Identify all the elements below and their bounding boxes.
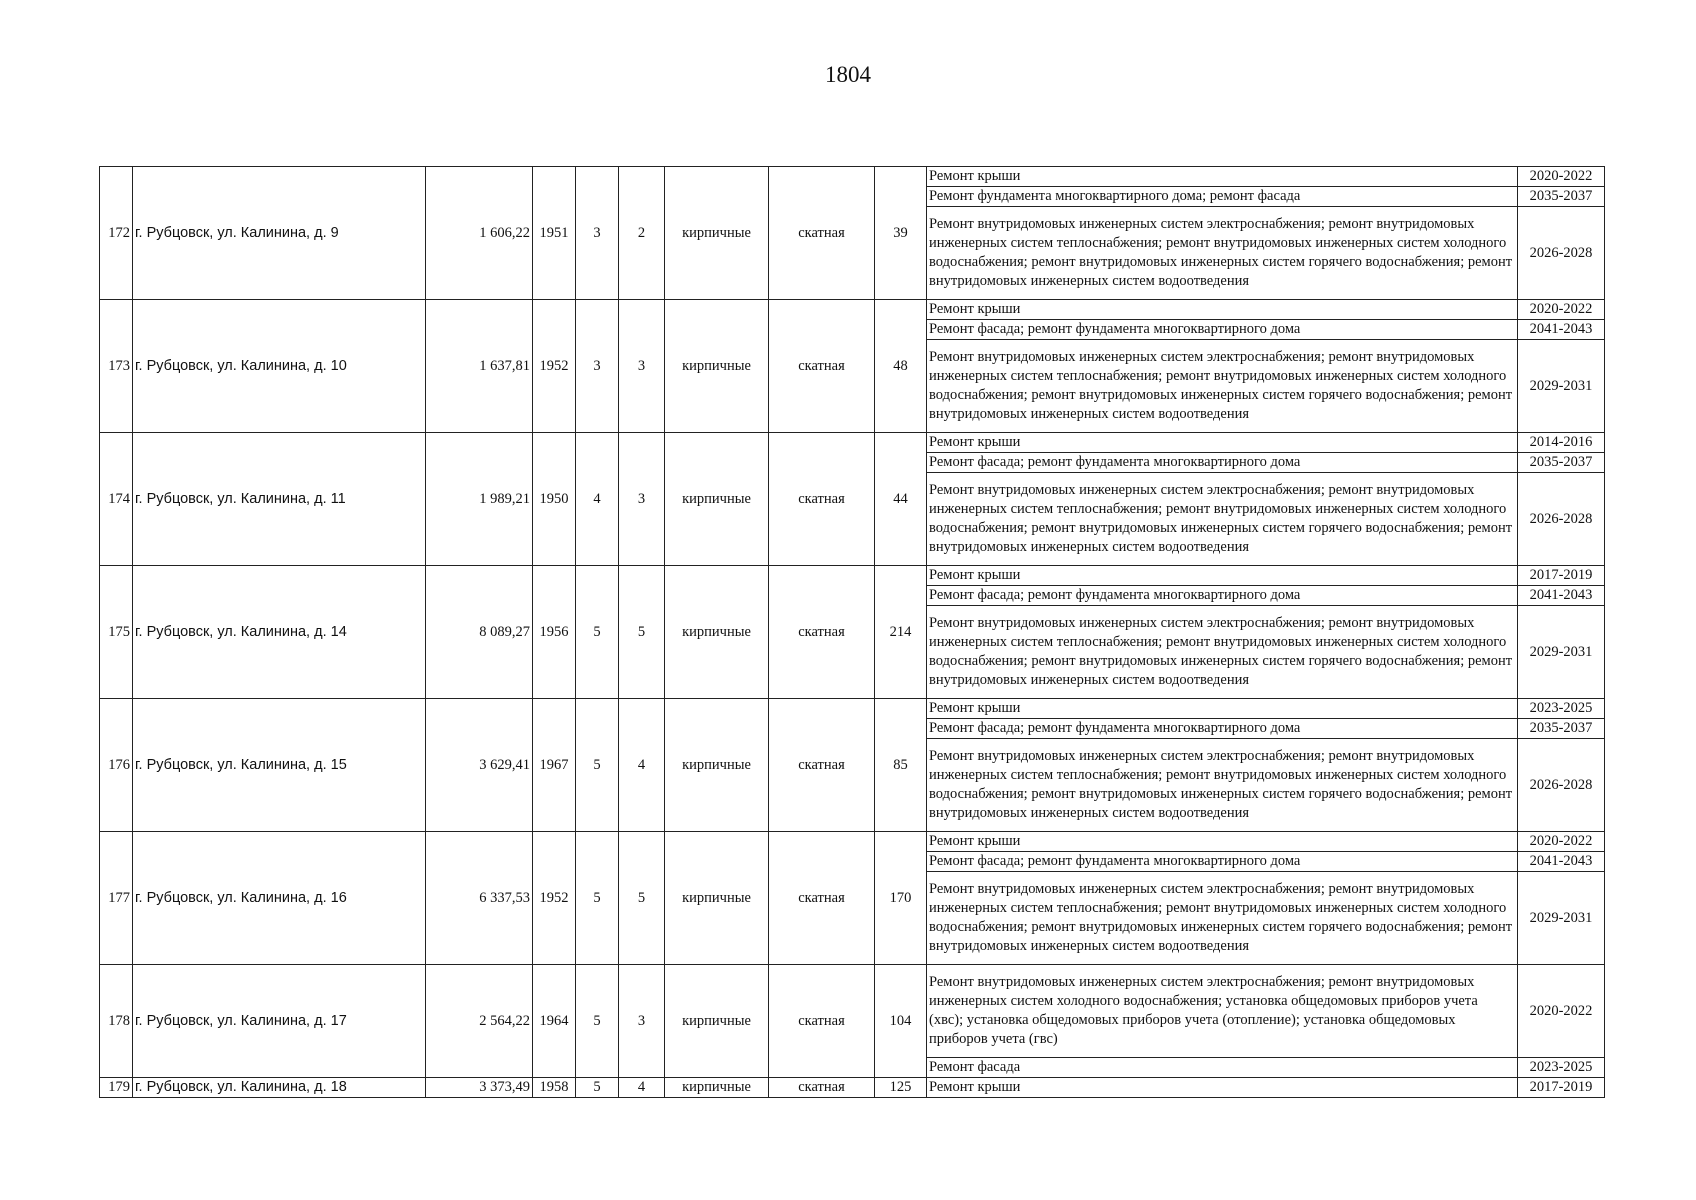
repair-work-cell: Ремонт крыши: [927, 167, 1518, 187]
roof-type-cell: скатная: [769, 300, 875, 433]
table-row: [100, 699, 1605, 719]
address-cell: г. Рубцовск, ул. Калинина, д. 14: [133, 566, 426, 699]
entrances-cell: 5: [619, 566, 665, 699]
repair-period-cell: 2020-2022: [1518, 832, 1605, 852]
repair-work-cell: Ремонт фасада; ремонт фундамента многоквартирного дома: [927, 719, 1518, 739]
repair-period-cell: 2041-2043: [1518, 586, 1605, 606]
repair-period-cell: 2020-2022: [1518, 167, 1605, 187]
repair-work-cell: Ремонт внутридомовых инженерных систем электроснабжения; ремонт внутридомовых инженерных систем теплоснабжения; ремонт внутридомовых инженерных систем холодного водоснабжения; ремонт внутридомовых инженерных систем горячего водоснабжения; ремонт внутридомовых инженерных систем водоотведения: [927, 739, 1518, 832]
roof-type-cell: скатная: [769, 167, 875, 300]
repair-work-cell: Ремонт крыши: [927, 1078, 1518, 1098]
repair-work-cell: Ремонт крыши: [927, 433, 1518, 453]
roof-type-cell: скатная: [769, 433, 875, 566]
address-cell: г. Рубцовск, ул. Калинина, д. 11: [133, 433, 426, 566]
address-cell: г. Рубцовск, ул. Калинина, д. 9: [133, 167, 426, 300]
repair-work-cell: Ремонт фасада; ремонт фундамента многоквартирного дома: [927, 586, 1518, 606]
residents-cell: 39: [875, 167, 927, 300]
record-number: 173: [100, 300, 133, 433]
area-cell: 3 629,41: [426, 699, 533, 832]
repair-period-cell: 2029-2031: [1518, 872, 1605, 965]
repair-work-cell: Ремонт крыши: [927, 832, 1518, 852]
floors-cell: 4: [576, 433, 619, 566]
residents-cell: 48: [875, 300, 927, 433]
address-cell: г. Рубцовск, ул. Калинина, д. 10: [133, 300, 426, 433]
repair-work-cell: Ремонт крыши: [927, 300, 1518, 320]
residents-cell: 85: [875, 699, 927, 832]
repair-period-cell: 2029-2031: [1518, 606, 1605, 699]
residents-cell: 214: [875, 566, 927, 699]
address-cell: г. Рубцовск, ул. Калинина, д. 18: [133, 1078, 426, 1098]
entrances-cell: 3: [619, 433, 665, 566]
entrances-cell: 2: [619, 167, 665, 300]
repair-work-cell: Ремонт внутридомовых инженерных систем электроснабжения; ремонт внутридомовых инженерных систем теплоснабжения; ремонт внутридомовых инженерных систем холодного водоснабжения; ремонт внутридомовых инженерных систем горячего водоснабжения; ремонт внутридомовых инженерных систем водоотведения: [927, 207, 1518, 300]
address-cell: г. Рубцовск, ул. Калинина, д. 17: [133, 965, 426, 1078]
roof-type-cell: скатная: [769, 832, 875, 965]
repair-period-cell: 2041-2043: [1518, 320, 1605, 340]
year-built-cell: 1964: [533, 965, 576, 1078]
area-cell: 1 989,21: [426, 433, 533, 566]
repair-period-cell: 2035-2037: [1518, 453, 1605, 473]
table-row: [100, 300, 1605, 320]
record-number: 172: [100, 167, 133, 300]
repair-period-cell: 2029-2031: [1518, 340, 1605, 433]
repair-period-cell: 2041-2043: [1518, 852, 1605, 872]
table-row: [100, 832, 1605, 852]
repair-period-cell: 2017-2019: [1518, 1078, 1605, 1098]
year-built-cell: 1967: [533, 699, 576, 832]
record-number: 176: [100, 699, 133, 832]
area-cell: 1 606,22: [426, 167, 533, 300]
repair-work-cell: Ремонт внутридомовых инженерных систем электроснабжения; ремонт внутридомовых инженерных систем холодного водоснабжения; установка общедомовых приборов учета (хвс); установка общедомовых приборов учета (отопление); установка общедомовых приборов учета (гвс): [927, 965, 1518, 1058]
wall-material-cell: кирпичные: [665, 433, 769, 566]
table-row: [100, 566, 1605, 586]
residents-cell: 44: [875, 433, 927, 566]
floors-cell: 5: [576, 832, 619, 965]
repair-period-cell: 2020-2022: [1518, 965, 1605, 1058]
record-number: 177: [100, 832, 133, 965]
repair-period-cell: 2023-2025: [1518, 699, 1605, 719]
record-number: 174: [100, 433, 133, 566]
repair-work-cell: Ремонт фасада; ремонт фундамента многоквартирного дома: [927, 852, 1518, 872]
wall-material-cell: кирпичные: [665, 1078, 769, 1098]
entrances-cell: 3: [619, 965, 665, 1078]
repair-work-cell: Ремонт фасада: [927, 1058, 1518, 1078]
repair-period-cell: 2020-2022: [1518, 300, 1605, 320]
wall-material-cell: кирпичные: [665, 167, 769, 300]
repair-period-cell: 2026-2028: [1518, 473, 1605, 566]
area-cell: 1 637,81: [426, 300, 533, 433]
wall-material-cell: кирпичные: [665, 965, 769, 1078]
year-built-cell: 1956: [533, 566, 576, 699]
page-number: 1804: [825, 62, 871, 87]
year-built-cell: 1951: [533, 167, 576, 300]
repair-work-cell: Ремонт фасада; ремонт фундамента многоквартирного дома: [927, 453, 1518, 473]
repair-work-cell: Ремонт фасада; ремонт фундамента многоквартирного дома: [927, 320, 1518, 340]
wall-material-cell: кирпичные: [665, 300, 769, 433]
repair-period-cell: 2035-2037: [1518, 719, 1605, 739]
year-built-cell: 1950: [533, 433, 576, 566]
table-row: [100, 965, 1605, 1058]
repair-work-cell: Ремонт внутридомовых инженерных систем электроснабжения; ремонт внутридомовых инженерных систем теплоснабжения; ремонт внутридомовых инженерных систем холодного водоснабжения; ремонт внутридомовых инженерных систем горячего водоснабжения; ремонт внутридомовых инженерных систем водоотведения: [927, 473, 1518, 566]
repair-period-cell: 2014-2016: [1518, 433, 1605, 453]
residents-cell: 125: [875, 1078, 927, 1098]
roof-type-cell: скатная: [769, 965, 875, 1078]
repair-period-cell: 2023-2025: [1518, 1058, 1605, 1078]
residents-cell: 170: [875, 832, 927, 965]
roof-type-cell: скатная: [769, 699, 875, 832]
table-row: [100, 1078, 1605, 1098]
repair-work-cell: Ремонт внутридомовых инженерных систем электроснабжения; ремонт внутридомовых инженерных систем теплоснабжения; ремонт внутридомовых инженерных систем холодного водоснабжения; ремонт внутридомовых инженерных систем горячего водоснабжения; ремонт внутридомовых инженерных систем водоотведения: [927, 872, 1518, 965]
address-cell: г. Рубцовск, ул. Калинина, д. 15: [133, 699, 426, 832]
wall-material-cell: кирпичные: [665, 566, 769, 699]
housing-repair-table: [99, 166, 1605, 1098]
repair-period-cell: 2026-2028: [1518, 739, 1605, 832]
address-cell: г. Рубцовск, ул. Калинина, д. 16: [133, 832, 426, 965]
repair-work-cell: Ремонт внутридомовых инженерных систем электроснабжения; ремонт внутридомовых инженерных систем теплоснабжения; ремонт внутридомовых инженерных систем холодного водоснабжения; ремонт внутридомовых инженерных систем горячего водоснабжения; ремонт внутридомовых инженерных систем водоотведения: [927, 340, 1518, 433]
record-number: 178: [100, 965, 133, 1078]
entrances-cell: 5: [619, 832, 665, 965]
roof-type-cell: скатная: [769, 1078, 875, 1098]
residents-cell: 104: [875, 965, 927, 1078]
record-number: 179: [100, 1078, 133, 1098]
repair-period-cell: 2026-2028: [1518, 207, 1605, 300]
entrances-cell: 4: [619, 1078, 665, 1098]
roof-type-cell: скатная: [769, 566, 875, 699]
entrances-cell: 3: [619, 300, 665, 433]
year-built-cell: 1952: [533, 300, 576, 433]
area-cell: 3 373,49: [426, 1078, 533, 1098]
area-cell: 6 337,53: [426, 832, 533, 965]
repair-work-cell: Ремонт внутридомовых инженерных систем электроснабжения; ремонт внутридомовых инженерных систем теплоснабжения; ремонт внутридомовых инженерных систем холодного водоснабжения; ремонт внутридомовых инженерных систем горячего водоснабжения; ремонт внутридомовых инженерных систем водоотведения: [927, 606, 1518, 699]
repair-work-cell: Ремонт крыши: [927, 699, 1518, 719]
wall-material-cell: кирпичные: [665, 699, 769, 832]
entrances-cell: 4: [619, 699, 665, 832]
floors-cell: 5: [576, 566, 619, 699]
area-cell: 8 089,27: [426, 566, 533, 699]
year-built-cell: 1952: [533, 832, 576, 965]
area-cell: 2 564,22: [426, 965, 533, 1078]
floors-cell: 5: [576, 699, 619, 832]
repair-work-cell: Ремонт крыши: [927, 566, 1518, 586]
table-row: [100, 167, 1605, 187]
repair-work-cell: Ремонт фундамента многоквартирного дома; ремонт фасада: [927, 187, 1518, 207]
floors-cell: 5: [576, 965, 619, 1078]
floors-cell: 3: [576, 300, 619, 433]
year-built-cell: 1958: [533, 1078, 576, 1098]
repair-period-cell: 2035-2037: [1518, 187, 1605, 207]
floors-cell: 5: [576, 1078, 619, 1098]
floors-cell: 3: [576, 167, 619, 300]
wall-material-cell: кирпичные: [665, 832, 769, 965]
table-row: [100, 433, 1605, 453]
record-number: 175: [100, 566, 133, 699]
repair-period-cell: 2017-2019: [1518, 566, 1605, 586]
